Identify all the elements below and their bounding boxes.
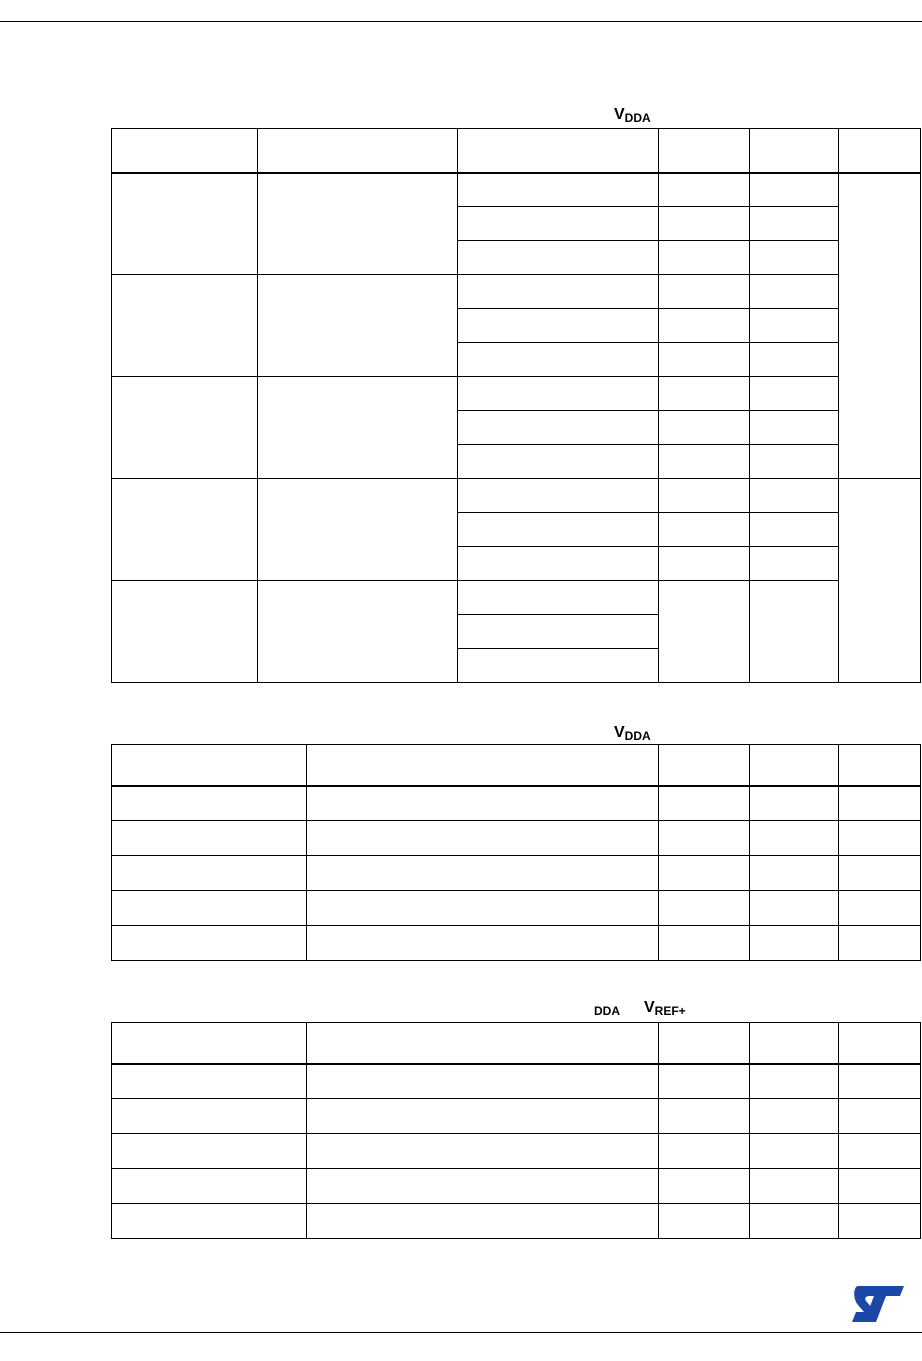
table1-header-row bbox=[112, 129, 921, 173]
table-row bbox=[112, 856, 921, 891]
table2-header-row bbox=[112, 745, 921, 786]
table-row bbox=[112, 786, 921, 821]
table-row bbox=[112, 479, 921, 513]
st-logo-icon bbox=[850, 1284, 906, 1324]
table1-caption: $V_{DDA}$ bbox=[614, 106, 651, 125]
table3-header-row bbox=[112, 1023, 921, 1064]
table-row bbox=[112, 1099, 921, 1134]
table-row bbox=[112, 581, 921, 615]
table-row bbox=[112, 1169, 921, 1204]
table-row bbox=[112, 1134, 921, 1169]
table-row bbox=[112, 173, 921, 207]
table-row bbox=[112, 891, 921, 926]
table-row bbox=[112, 1064, 921, 1099]
table2-caption: $V_{DDA}$ bbox=[614, 724, 651, 743]
table2 bbox=[111, 744, 921, 961]
table-row bbox=[112, 821, 921, 856]
top-rule bbox=[0, 21, 922, 22]
table3-caption: $_{DDA}$ $V_{REF+}$ bbox=[594, 999, 686, 1018]
table3 bbox=[111, 1022, 921, 1239]
bottom-rule bbox=[0, 1332, 922, 1333]
table-row bbox=[112, 926, 921, 961]
table-row bbox=[112, 377, 921, 411]
table-row bbox=[112, 1204, 921, 1239]
table1 bbox=[111, 128, 921, 683]
table-row bbox=[112, 275, 921, 309]
